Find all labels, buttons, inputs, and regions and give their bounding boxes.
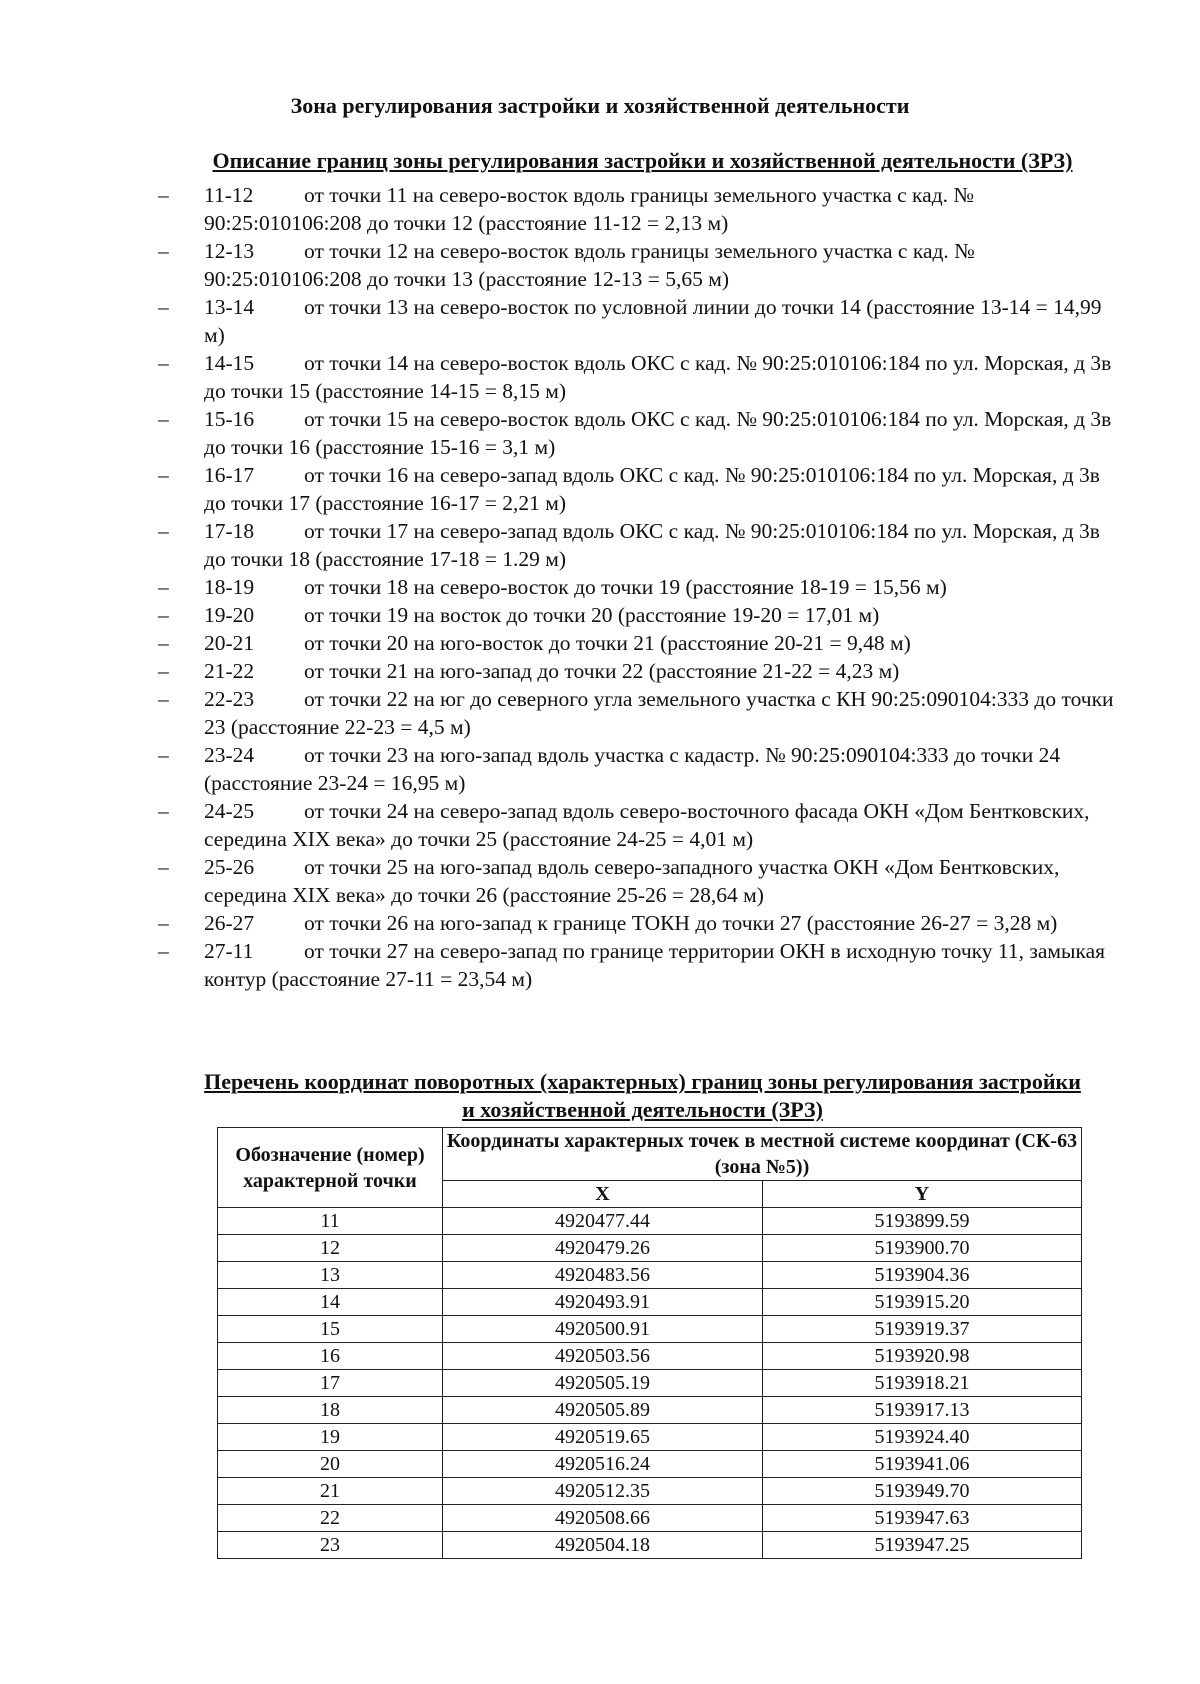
coordinates-table-body	[218, 1208, 1082, 1559]
segment-code: 23-24	[204, 743, 255, 767]
point-number-cell: 20	[218, 1451, 443, 1478]
segment-description: от точки 11 на северо-восток вдоль границы земельного участка с кад. № 90:25:010106:208 до точки 12 (расстояние 11-12 = 2,13 м)	[204, 183, 974, 235]
y-coordinate-cell: 5193941.06	[763, 1451, 1082, 1478]
table-row	[218, 1505, 1082, 1532]
list-dash: –	[158, 351, 169, 375]
list-dash: –	[158, 687, 169, 711]
segment-description: от точки 23 на юго-запад вдоль участка с кадастр. № 90:25:090104:333 до точки 24 (расстояние 23-24 = 16,95 м)	[204, 743, 1061, 795]
table-row	[218, 1532, 1082, 1559]
segment-description: от точки 20 на юго-восток до точки 21 (расстояние 20-21 = 9,48 м)	[304, 631, 911, 655]
point-number-cell: 17	[218, 1370, 443, 1397]
description-item	[158, 937, 1118, 993]
segment-description: от точки 25 на юго-запад вдоль северо-западного участка ОКН «Дом Бентковских, середина XIX века» до точки 26 (расстояние 25-26 = 28,64 м)	[204, 855, 1060, 907]
segment-description: от точки 14 на северо-восток вдоль ОКС с кад. № 90:25:010106:184 по ул. Морская, д 3в до точки 15 (расстояние 14-15 = 8,15 м)	[204, 351, 1112, 403]
coordinates-heading-line-1: Перечень координат поворотных (характерных) границ зоны регулирования застройки	[204, 1069, 1081, 1094]
description-item	[158, 909, 1118, 937]
description-item	[158, 685, 1118, 741]
segment-description: от точки 17 на северо-запад вдоль ОКС с кад. № 90:25:010106:184 по ул. Морская, д 3в до точки 18 (расстояние 17-18 = 1.29 м)	[204, 519, 1100, 571]
x-coordinate-cell: 4920493.91	[443, 1289, 763, 1316]
segment-code: 16-17	[204, 463, 255, 487]
point-number-cell: 13	[218, 1262, 443, 1289]
description-item	[158, 601, 1118, 629]
description-heading: Описание границ зоны регулирования застройки и хозяйственной деятельности (ЗРЗ)	[212, 148, 1073, 173]
segment-code: 22-23	[204, 687, 255, 711]
x-coordinate-cell: 4920479.26	[443, 1235, 763, 1262]
segment-code: 14-15	[204, 351, 255, 375]
point-number-cell: 21	[218, 1478, 443, 1505]
segment-code: 21-22	[204, 659, 255, 683]
segment-description: от точки 26 на юго-запад к границе ТОКН до точки 27 (расстояние 26-27 = 3,28 м)	[304, 911, 1058, 935]
boundary-description-list	[158, 181, 1118, 993]
description-item	[158, 293, 1118, 349]
table-row	[218, 1289, 1082, 1316]
y-coordinate-cell: 5193920.98	[763, 1343, 1082, 1370]
point-number-cell: 23	[218, 1532, 443, 1559]
y-coordinate-cell: 5193899.59	[763, 1208, 1082, 1235]
table-row	[218, 1397, 1082, 1424]
table-row	[218, 1343, 1082, 1370]
x-coordinate-cell: 4920483.56	[443, 1262, 763, 1289]
segment-code: 11-12	[204, 183, 254, 207]
segment-code: 24-25	[204, 799, 255, 823]
y-coordinate-cell: 5193904.36	[763, 1262, 1082, 1289]
segment-code: 17-18	[204, 519, 255, 543]
list-dash: –	[158, 631, 169, 655]
list-dash: –	[158, 295, 169, 319]
description-item	[158, 405, 1118, 461]
segment-description: от точки 27 на северо-запад по границе территории ОКН в исходную точку 11, замыкая контур (расстояние 27-11 = 23,54 м)	[204, 939, 1106, 991]
segment-code: 25-26	[204, 855, 255, 879]
table-row	[218, 1235, 1082, 1262]
segment-description: от точки 15 на северо-восток вдоль ОКС с кад. № 90:25:010106:184 по ул. Морская, д 3в до точки 16 (расстояние 15-16 = 3,1 м)	[204, 407, 1112, 459]
table-row	[218, 1262, 1082, 1289]
list-dash: –	[158, 603, 169, 627]
description-item	[158, 629, 1118, 657]
segment-code: 20-21	[204, 631, 255, 655]
segment-description: от точки 18 на северо-восток до точки 19 (расстояние 18-19 = 15,56 м)	[304, 575, 947, 599]
description-item	[158, 237, 1118, 293]
list-dash: –	[158, 183, 169, 207]
table-row	[218, 1424, 1082, 1451]
segment-description: от точки 19 на восток до точки 20 (расстояние 19-20 = 17,01 м)	[304, 603, 880, 627]
y-coordinate-cell: 5193947.25	[763, 1532, 1082, 1559]
segment-description: от точки 16 на северо-запад вдоль ОКС с кад. № 90:25:010106:184 по ул. Морская, д 3в до точки 17 (расстояние 16-17 = 2,21 м)	[204, 463, 1100, 515]
description-item	[158, 797, 1118, 853]
coordinates-heading-line-2: и хозяйственной деятельности (ЗРЗ)	[462, 1097, 823, 1122]
segment-description: от точки 22 на юг до северного угла земельного участка с КН 90:25:090104:333 до точки 23 (расстояние 22-23 = 4,5 м)	[204, 687, 1114, 739]
point-number-cell: 15	[218, 1316, 443, 1343]
coordinates-table	[217, 1127, 1082, 1559]
x-column-header: X	[443, 1181, 763, 1208]
segment-code: 12-13	[204, 239, 255, 263]
description-item	[158, 181, 1118, 237]
segment-description: от точки 13 на северо-восток по условной линии до точки 14 (расстояние 13-14 = 14,99 м)	[204, 295, 1102, 347]
list-dash: –	[158, 575, 169, 599]
table-row	[218, 1478, 1082, 1505]
x-coordinate-cell: 4920477.44	[443, 1208, 763, 1235]
segment-code: 27-11	[204, 939, 254, 963]
x-coordinate-cell: 4920519.65	[443, 1424, 763, 1451]
description-item	[158, 517, 1118, 573]
list-dash: –	[158, 463, 169, 487]
list-dash: –	[158, 239, 169, 263]
description-item	[158, 853, 1118, 909]
list-dash: –	[158, 407, 169, 431]
point-number-cell: 16	[218, 1343, 443, 1370]
segment-code: 19-20	[204, 603, 255, 627]
y-coordinate-cell: 5193915.20	[763, 1289, 1082, 1316]
segment-description: от точки 21 на юго-запад до точки 22 (расстояние 21-22 = 4,23 м)	[304, 659, 900, 683]
list-dash: –	[158, 743, 169, 767]
page-title: Зона регулирования застройки и хозяйственной деятельности	[290, 93, 910, 118]
list-dash: –	[158, 659, 169, 683]
point-number-cell: 18	[218, 1397, 443, 1424]
list-dash: –	[158, 855, 169, 879]
x-coordinate-cell: 4920505.89	[443, 1397, 763, 1424]
y-coordinate-cell: 5193900.70	[763, 1235, 1082, 1262]
description-item	[158, 461, 1118, 517]
x-coordinate-cell: 4920503.56	[443, 1343, 763, 1370]
description-item	[158, 741, 1118, 797]
coordinates-column-header: Координаты характерных точек в местной системе координат (СК-63 (зона №5))	[443, 1128, 1082, 1181]
segment-description: от точки 24 на северо-запад вдоль северо-восточного фасада ОКН «Дом Бентковских, середина XIX века» до точки 25 (расстояние 24-25 = 4,01 м)	[204, 799, 1090, 851]
description-item	[158, 657, 1118, 685]
table-row	[218, 1316, 1082, 1343]
list-dash: –	[158, 911, 169, 935]
point-number-cell: 11	[218, 1208, 443, 1235]
y-coordinate-cell: 5193947.63	[763, 1505, 1082, 1532]
segment-code: 26-27	[204, 911, 255, 935]
x-coordinate-cell: 4920505.19	[443, 1370, 763, 1397]
x-coordinate-cell: 4920512.35	[443, 1478, 763, 1505]
x-coordinate-cell: 4920500.91	[443, 1316, 763, 1343]
segment-code: 18-19	[204, 575, 255, 599]
table-row	[218, 1451, 1082, 1478]
point-number-cell: 19	[218, 1424, 443, 1451]
y-coordinate-cell: 5193917.13	[763, 1397, 1082, 1424]
x-coordinate-cell: 4920516.24	[443, 1451, 763, 1478]
list-dash: –	[158, 519, 169, 543]
y-column-header: Y	[763, 1181, 1082, 1208]
description-item	[158, 349, 1118, 405]
point-column-header: Обозначение (номер) характерной точки	[218, 1128, 443, 1208]
table-row	[218, 1208, 1082, 1235]
point-number-cell: 14	[218, 1289, 443, 1316]
y-coordinate-cell: 5193919.37	[763, 1316, 1082, 1343]
coordinates-heading	[150, 1068, 1135, 1124]
description-item	[158, 573, 1118, 601]
y-coordinate-cell: 5193949.70	[763, 1478, 1082, 1505]
segment-code: 13-14	[204, 295, 255, 319]
y-coordinate-cell: 5193918.21	[763, 1370, 1082, 1397]
x-coordinate-cell: 4920508.66	[443, 1505, 763, 1532]
point-number-cell: 22	[218, 1505, 443, 1532]
list-dash: –	[158, 799, 169, 823]
y-coordinate-cell: 5193924.40	[763, 1424, 1082, 1451]
x-coordinate-cell: 4920504.18	[443, 1532, 763, 1559]
table-row	[218, 1370, 1082, 1397]
point-number-cell: 12	[218, 1235, 443, 1262]
segment-description: от точки 12 на северо-восток вдоль границы земельного участка с кад. № 90:25:010106:208 до точки 13 (расстояние 12-13 = 5,65 м)	[204, 239, 975, 291]
segment-code: 15-16	[204, 407, 255, 431]
list-dash: –	[158, 939, 169, 963]
